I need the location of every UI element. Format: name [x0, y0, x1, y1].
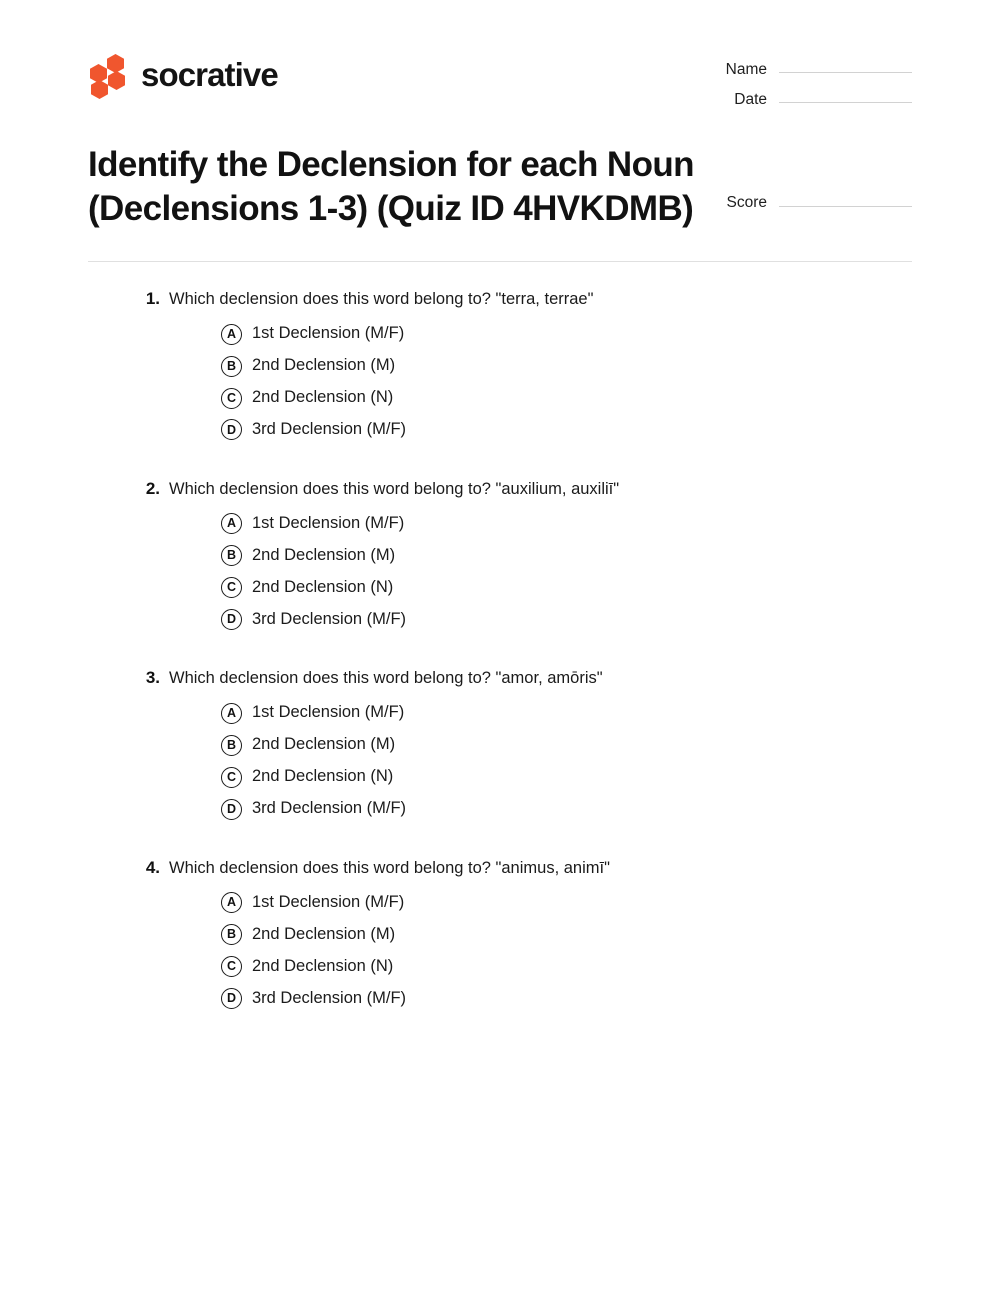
option-bubble-d[interactable]: D — [221, 988, 242, 1009]
answer-option-c[interactable] — [88, 387, 912, 408]
option-bubble-a[interactable]: A — [221, 892, 242, 913]
question-prompt — [140, 478, 912, 500]
question-block — [88, 857, 912, 1010]
option-bubble-b[interactable]: B — [221, 735, 242, 756]
hexagon-bottom-left — [91, 80, 108, 99]
page-title: Identify the Declension for each Noun (Declensions 1-3) (Quiz ID 4HVKDMB) — [88, 145, 694, 229]
option-bubble-b[interactable]: B — [221, 356, 242, 377]
option-bubble-b[interactable]: B — [221, 924, 242, 945]
option-label-b: 2nd Declension (M) — [252, 735, 396, 754]
answer-options — [88, 323, 912, 440]
option-label-d: 3rd Declension (M/F) — [252, 420, 407, 439]
question-number: 2. — [145, 478, 160, 498]
date-field-line[interactable] — [779, 102, 912, 103]
question-block — [88, 288, 912, 441]
socrative-wordmark: socrative — [141, 55, 278, 93]
title-area — [0, 121, 1000, 231]
option-label-d: 3rd Declension (M/F) — [252, 609, 407, 628]
hexagon-middle-left — [90, 64, 107, 83]
score-field-line[interactable] — [779, 206, 912, 207]
answer-option-a[interactable] — [88, 892, 912, 913]
option-bubble-c[interactable]: C — [221, 767, 242, 788]
question-block — [88, 667, 912, 820]
option-bubble-c[interactable]: C — [221, 388, 242, 409]
hexagon-top-right — [107, 54, 124, 73]
question-prompt — [140, 288, 912, 310]
hexagon-middle-right — [108, 71, 125, 90]
date-field-row — [700, 92, 912, 108]
option-label-a: 1st Declension (M/F) — [252, 703, 405, 722]
question-number: 3. — [145, 668, 160, 688]
answer-option-a[interactable] — [88, 513, 912, 534]
name-field-label: Name — [725, 61, 767, 78]
page-header — [0, 0, 1000, 121]
option-bubble-a[interactable]: A — [221, 513, 242, 534]
option-label-c: 2nd Declension (N) — [252, 767, 394, 786]
option-label-a: 1st Declension (M/F) — [252, 324, 405, 343]
question-prompt — [140, 857, 912, 879]
question-text: Which declension does this word belong to? "animus, animī" — [169, 858, 610, 877]
option-bubble-a[interactable]: A — [221, 324, 242, 345]
answer-option-c[interactable] — [88, 577, 912, 598]
option-bubble-c[interactable]: C — [221, 956, 242, 977]
option-bubble-d[interactable]: D — [221, 419, 242, 440]
question-prompt — [140, 667, 912, 689]
option-label-c: 2nd Declension (N) — [252, 388, 394, 407]
name-field-row — [700, 62, 912, 78]
question-block — [88, 478, 912, 631]
answer-options — [88, 513, 912, 630]
option-label-c: 2nd Declension (N) — [252, 956, 394, 975]
option-bubble-c[interactable]: C — [221, 577, 242, 598]
score-field-label: Score — [726, 194, 767, 211]
answer-options — [88, 702, 912, 819]
option-bubble-d[interactable]: D — [221, 799, 242, 820]
answer-option-b[interactable] — [88, 355, 912, 376]
answer-option-d[interactable] — [88, 988, 912, 1009]
answer-option-a[interactable] — [88, 702, 912, 723]
answer-option-a[interactable] — [88, 323, 912, 344]
option-label-b: 2nd Declension (M) — [252, 924, 396, 943]
answer-option-b[interactable] — [88, 545, 912, 566]
student-meta-fields — [700, 52, 912, 121]
option-bubble-a[interactable]: A — [221, 703, 242, 724]
option-label-b: 2nd Declension (M) — [252, 545, 396, 564]
questions-list — [0, 262, 1000, 1009]
question-text: Which declension does this word belong to? "terra, terrae" — [169, 290, 594, 309]
answer-option-b[interactable] — [88, 734, 912, 755]
answer-option-d[interactable] — [88, 419, 912, 440]
question-number: 1. — [145, 289, 160, 309]
answer-option-d[interactable] — [88, 609, 912, 630]
answer-options — [88, 892, 912, 1009]
question-text: Which declension does this word belong to? "amor, amōris" — [169, 669, 603, 688]
option-label-a: 1st Declension (M/F) — [252, 893, 405, 911]
answer-option-d[interactable] — [88, 798, 912, 819]
option-label-d: 3rd Declension (M/F) — [252, 799, 407, 818]
score-field-row — [700, 143, 912, 211]
question-text: Which declension does this word belong to? "auxilium, auxiliī" — [169, 479, 620, 498]
option-label-a: 1st Declension (M/F) — [252, 513, 405, 532]
name-field-line[interactable] — [779, 72, 912, 73]
socrative-logo — [88, 52, 278, 98]
option-bubble-b[interactable]: B — [221, 545, 242, 566]
answer-option-c[interactable] — [88, 956, 912, 977]
option-label-d: 3rd Declension (M/F) — [252, 988, 407, 1007]
option-label-b: 2nd Declension (M) — [252, 356, 396, 375]
socrative-hexagon-logo-icon — [88, 54, 128, 96]
question-number: 4. — [145, 857, 160, 877]
answer-option-b[interactable] — [88, 924, 912, 945]
answer-option-c[interactable] — [88, 766, 912, 787]
option-bubble-d[interactable]: D — [221, 609, 242, 630]
option-label-c: 2nd Declension (N) — [252, 577, 394, 596]
date-field-label: Date — [734, 90, 767, 108]
